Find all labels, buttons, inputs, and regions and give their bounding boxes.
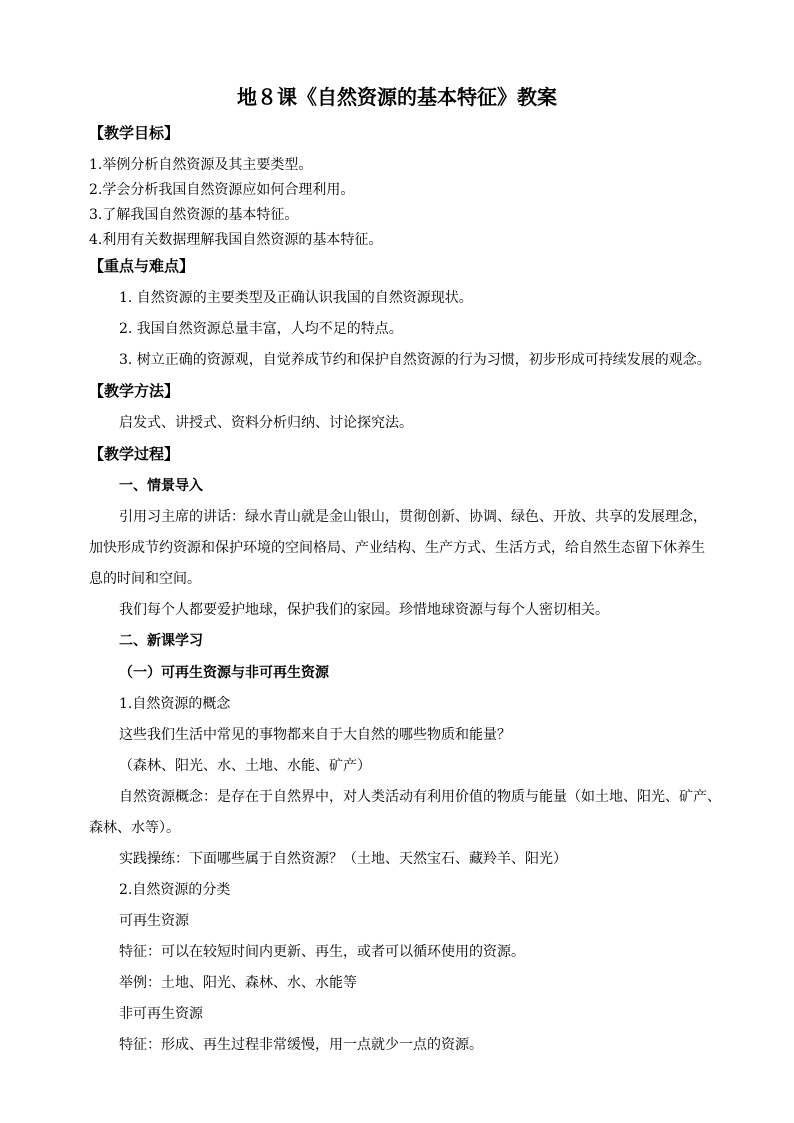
key-point-item-2: 2. 我国自然资源总量丰富，人均不足的特点。 — [119, 321, 403, 337]
methods-text: 启发式、讲授式、资料分析归纳、讨论探究法。 — [119, 415, 413, 431]
intro-paragraph-line-2: 加快形成节约资源和保护环境的空间格局、产业结构、生产方式、生活方式，给自然生态留下休养生 — [89, 540, 705, 556]
key-point-item-1: 1. 自然资源的主要类型及正确认识我国的自然资源现状。 — [119, 290, 473, 306]
practice-text: 实践操练：下面哪些属于自然资源？（土地、天然宝石、藏羚羊、阳光） — [119, 851, 567, 867]
nonrenewable-label: 非可再生资源 — [119, 1006, 203, 1022]
objective-item-2: 2.学会分析我国自然资源应如何合理利用。 — [89, 182, 355, 198]
intro-paragraph-line-3: 息的时间和空间。 — [89, 571, 201, 587]
intro-paragraph-2: 我们每个人都要爱护地球，保护我们的家园。珍惜地球资源与每个人密切相关。 — [119, 602, 609, 618]
key-points-heading: 【重点与难点】 — [89, 257, 195, 275]
objectives-heading: 【教学目标】 — [89, 124, 180, 142]
renewable-example: 举例：土地、阳光、森林、水、水能等 — [119, 975, 357, 991]
concept-heading: 1.自然资源的概念 — [119, 696, 231, 712]
renewable-feature: 特征：可以在较短时间内更新、再生，或者可以循环使用的资源。 — [119, 944, 525, 960]
key-point-item-3: 3. 树立正确的资源观，自觉养成节约和保护自然资源的行为习惯，初步形成可持续发展的观念。 — [119, 352, 711, 368]
answer-text: （森林、阳光、水、土地、水能、矿产） — [119, 758, 371, 774]
document-title: 地８课《自然资源的基本特征》教案 — [237, 85, 557, 109]
intro-paragraph-line-1: 引用习主席的讲话：绿水青山就是金山银山，贯彻创新、协调、绿色、开放、共享的发展理念， — [119, 509, 707, 525]
subsection-1-heading: （一）可再生资源与非可再生资源 — [119, 665, 329, 681]
classification-heading: 2.自然资源的分类 — [119, 882, 231, 898]
objective-item-4: 4.利用有关数据理解我国自然资源的基本特征。 — [89, 232, 383, 248]
concept-definition-line-1: 自然资源概念：是存在于自然界中，对人类活动有利用价值的物质与能量（如土地、阳光、矿产、 — [119, 789, 721, 805]
renewable-label: 可再生资源 — [119, 913, 189, 929]
objective-item-3: 3.了解我国自然资源的基本特征。 — [89, 207, 299, 223]
question-text: 这些我们生活中常见的事物都来自于大自然的哪些物质和能量？ — [119, 727, 511, 743]
concept-definition-line-2: 森林、水等）。 — [89, 820, 180, 836]
methods-heading: 【教学方法】 — [89, 382, 180, 400]
process-heading: 【教学过程】 — [89, 445, 180, 463]
objective-item-1: 1.举例分析自然资源及其主要类型。 — [89, 157, 313, 173]
intro-heading: 一、情景导入 — [119, 478, 203, 494]
new-lesson-heading: 二、新课学习 — [119, 633, 203, 649]
nonrenewable-feature: 特征：形成、再生过程非常缓慢，用一点就少一点的资源。 — [119, 1037, 483, 1053]
